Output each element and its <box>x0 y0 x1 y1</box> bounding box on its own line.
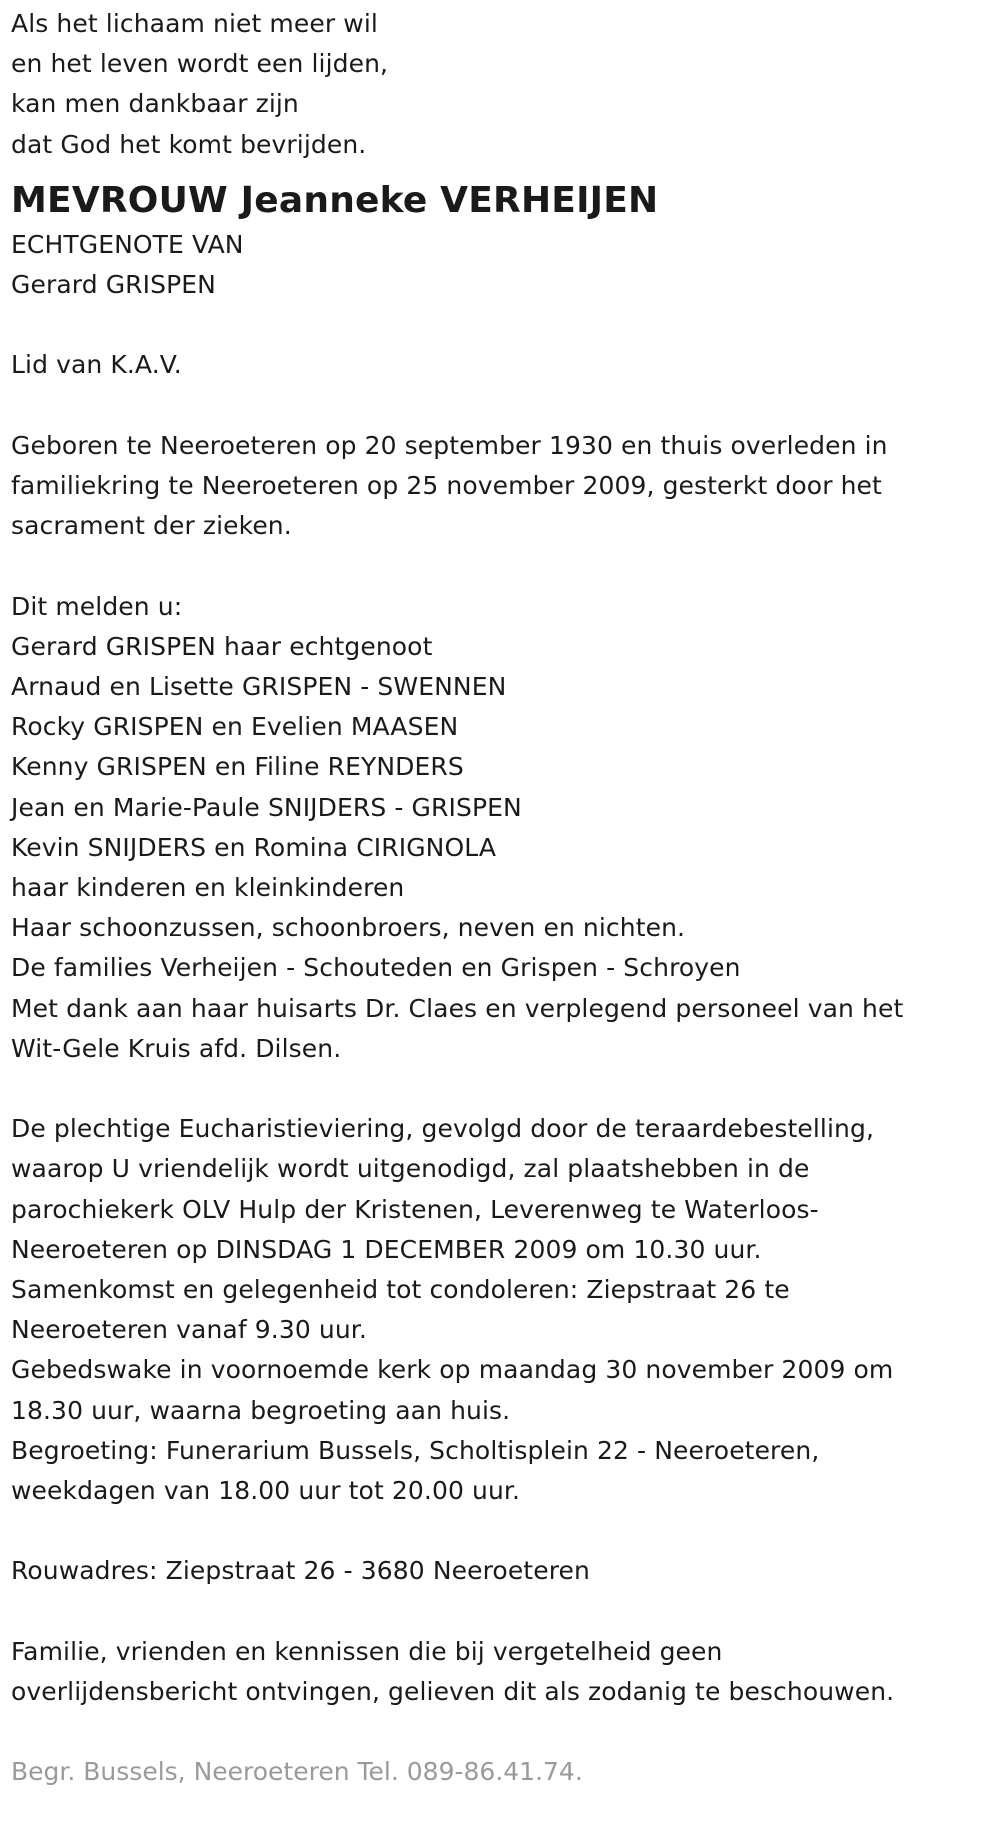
poem <box>11 4 1000 165</box>
spacer <box>11 1069 1000 1109</box>
paragraph-line: 18.30 uur, waarna begroeting aan huis. <box>11 1395 511 1425</box>
list-item: Kenny GRISPEN en Filine REYNDERS <box>11 752 464 782</box>
poem-line: kan men dankbaar zijn <box>11 89 299 119</box>
spacer <box>11 546 1000 586</box>
paragraph-line: sacrament der zieken. <box>11 511 292 541</box>
announcement-list <box>11 587 1000 1069</box>
paragraph-line: weekdagen van 18.00 uur tot 20.00 uur. <box>11 1476 521 1506</box>
notice-paragraph <box>11 1632 1000 1712</box>
poem-line: dat God het komt bevrijden. <box>11 129 367 159</box>
list-item: De families Verheijen - Schouteden en Grispen - Schroyen <box>11 953 741 983</box>
list-item: Rocky GRISPEN en Evelien MAASEN <box>11 712 459 742</box>
list-item: Dit melden u: <box>11 591 183 621</box>
spacer <box>11 165 1000 177</box>
membership: Lid van K.A.V. <box>11 350 182 380</box>
paragraph-line: Gebedswake in voornoemde kerk op maandag 30 november 2009 om <box>11 1355 894 1385</box>
paragraph-line: Neeroeteren op DINSDAG 1 DECEMBER 2009 om 10.30 uur. <box>11 1234 762 1264</box>
spouse-name: Gerard GRISPEN <box>11 270 216 300</box>
list-item: haar kinderen en kleinkinderen <box>11 873 405 903</box>
list-item: Jean en Marie-Paule SNIJDERS - GRISPEN <box>11 792 522 822</box>
poem-line: en het leven wordt een lijden, <box>11 49 389 79</box>
funeral-home-footer: Begr. Bussels, Neeroeteren Tel. 089-86.41.74. <box>11 1757 583 1787</box>
paragraph-line: Familie, vrienden en kennissen die bij vergetelheid geen <box>11 1636 723 1666</box>
list-item: Kevin SNIJDERS en Romina CIRIGNOLA <box>11 832 497 862</box>
spacer <box>11 305 1000 345</box>
list-item: Gerard GRISPEN haar echtgenoot <box>11 631 433 661</box>
paragraph-line: parochiekerk OLV Hulp der Kristenen, Leverenweg te Waterloos- <box>11 1194 819 1224</box>
deceased-name: MEVROUW Jeanneke VERHEIJEN <box>11 179 659 221</box>
poem-line: Als het lichaam niet meer wil <box>11 9 378 38</box>
spacer <box>11 1592 1000 1632</box>
paragraph-line: Geboren te Neeroeteren op 20 september 1930 en thuis overleden in <box>11 430 888 460</box>
paragraph-line: waarop U vriendelijk wordt uitgenodigd, zal plaatshebben in de <box>11 1154 810 1184</box>
birth-death-paragraph <box>11 426 1000 547</box>
paragraph-line: familiekring te Neeroeteren op 25 november 2009, gesterkt door het <box>11 471 882 500</box>
spouse-block <box>11 225 1000 305</box>
paragraph-line: De plechtige Eucharistieviering, gevolgd door de teraardebestelling, <box>11 1114 874 1144</box>
paragraph-line: Begroeting: Funerarium Bussels, Scholtisplein 22 - Neeroeteren, <box>11 1435 820 1465</box>
paragraph-line: overlijdensbericht ontvingen, gelieven dit als zodanig te beschouwen. <box>11 1677 895 1707</box>
spacer <box>11 1712 1000 1752</box>
list-item: Arnaud en Lisette GRISPEN - SWENNEN <box>11 672 507 701</box>
spacer <box>11 386 1000 426</box>
list-item: Haar schoonzussen, schoonbroers, neven en nichten. <box>11 913 686 943</box>
list-item: Wit-Gele Kruis afd. Dilsen. <box>11 1033 342 1063</box>
ceremony-paragraph <box>11 1109 1000 1511</box>
paragraph-line: Samenkomst en gelegenheid tot condoleren: Ziepstraat 26 te <box>11 1275 790 1305</box>
spouse-label: ECHTGENOTE VAN <box>11 229 244 259</box>
spacer <box>11 1511 1000 1551</box>
list-item: Met dank aan haar huisarts Dr. Claes en verplegend personeel van het <box>11 993 904 1023</box>
mourning-address: Rouwadres: Ziepstraat 26 - 3680 Neeroeteren <box>11 1556 590 1586</box>
paragraph-line: Neeroeteren vanaf 9.30 uur. <box>11 1315 367 1345</box>
